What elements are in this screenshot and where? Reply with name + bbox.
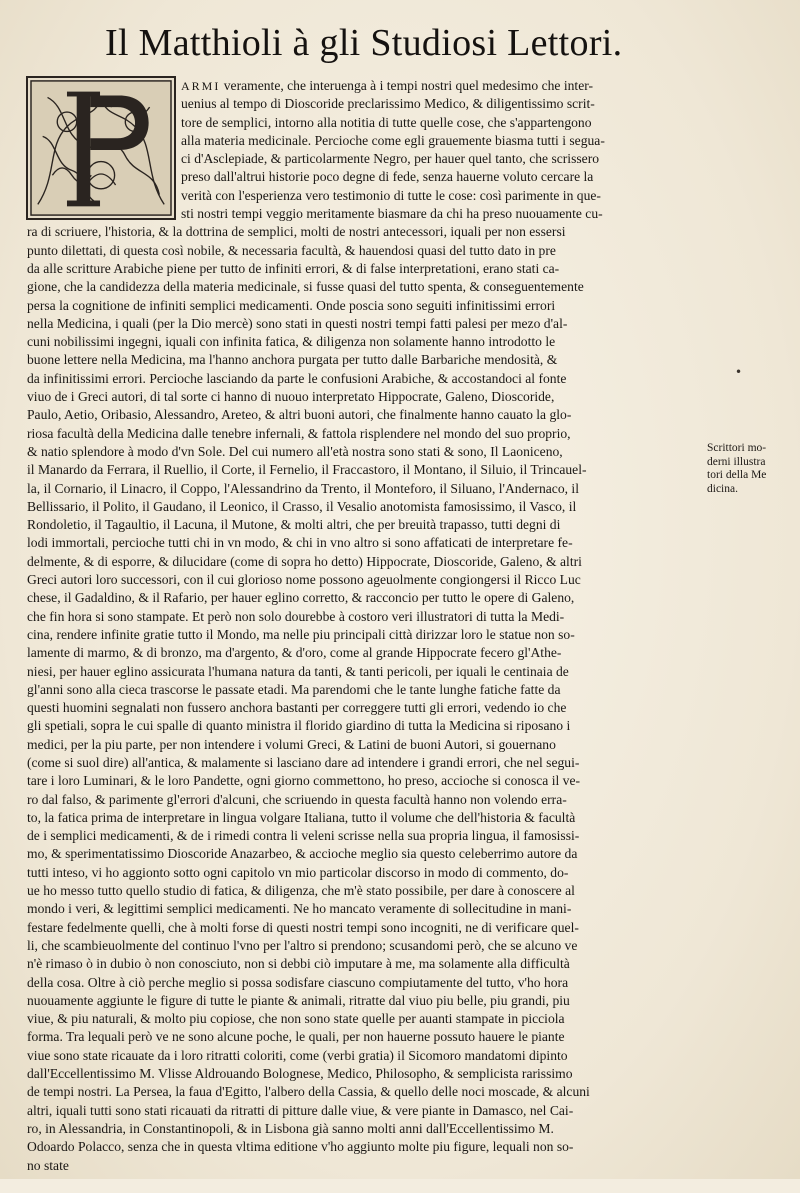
text-line: dall'Eccellentissimo M. Vlisse Aldrouando Bolognese, Medico, Philosopho, & semplicista rarissimo <box>27 1066 573 1082</box>
text-line: cuni nobilissimi ingegni, iquali con infinita fatica, & diligenza non solamente hanno introdotto le <box>27 334 556 350</box>
text-line: buone lettere nella Medicina, ma l'hanno anchora purgata per tutto dalle Barbariche mendosità, & <box>27 352 558 368</box>
text-line: ARMI veramente, che interuenga à i tempi nostri quel medesimo che inter- <box>181 78 594 93</box>
text-line: riosa facultà della Medicina dalle tenebre infernali, & fattola risplendere nel mondo del suo proprio, <box>27 425 571 441</box>
text-line: tore de semplici, intorno alla notitia di tutte quelle cose, che s'appartengono <box>181 114 592 130</box>
text-line: gli spetiali, sopra le cui spalle di quanto ministra il florido giardino di tutta la Medicina si riposano i <box>27 718 571 734</box>
text-line: da alle scritture Arabiche piene per tutto de infiniti errori, & di false interpretationi, erano stati ca- <box>27 260 560 276</box>
text-line: viue sono state ricauate da i loro ritratti coloriti, come (verbi gratia) il Sicomoro mandatomi dipinto <box>27 1047 568 1063</box>
margin-note <box>707 442 797 496</box>
text-line: Rondoletio, il Tagaultio, il Lacuna, il Mutone, & molti altri, che per breuità trapasso, tutti degni di <box>27 517 561 533</box>
text-line: viue, & piu naturali, & molto piu copiose, che non sono state quelle per auanti stampate in picciola <box>27 1011 565 1027</box>
text-line <box>27 1175 677 1193</box>
text-line: cina, rendere infinite gratie tutto il Mondo, ma nelle piu principali città dirizzar loro le statue non so- <box>27 626 575 642</box>
text-line: (come si suol dire) all'antica, & malamente si lasciano dare ad intendere i grandi errori, che nel segui- <box>27 754 580 770</box>
text-line: la, il Cornario, il Linacro, il Coppo, l'Alessandrino da Trento, il Monteforo, il Siluano, l'Andernaco, il <box>27 480 579 496</box>
text-line: chese, il Gadaldino, & il Rafario, per hauer eglino corretto, & racconcio per tutto le opere di Galeno, <box>27 590 575 606</box>
text-line: Paulo, Aetio, Oribasio, Alessandro, Areteo, & altri buoni autori, che finalmente hanno cauato la glo- <box>27 407 572 423</box>
text-line: persa la cognitione de infiniti semplici medicamenti. Onde poscia sono seguiti infinitissimi errori <box>27 297 556 313</box>
text-line: sti nostri tempi veggio meritamente biasmare da chi ha preso nuouamente cu- <box>181 206 603 222</box>
text-line: nella Medicina, i quali (per la Dio mercè) sono stati in questi nostri tempi fatti palesi per mezo d'al- <box>27 315 568 331</box>
text-line: verità con l'esperienza vero testimonio di tutte le cose: così parimente in que- <box>181 187 601 203</box>
text-line: gione, che la candidezza della materia medicinale, si fusse quasi del tutto spenta, & conseguentemente <box>27 279 584 295</box>
text-line: ra di scriuere, l'historia, & la dottrina de semplici, molti de nostri antecessori, iquali per non essersi <box>27 224 566 240</box>
text-line: mo, & sperimentatissimo Dioscoride Anazarbeo, & accioche meglio sia questo celeberrimo autore da <box>27 846 578 862</box>
text-line: della cosa. Oltre à ciò perche meglio si possa sodisfare ciascuno compiutamente del tutto, v'ho hora <box>27 974 569 990</box>
text-line: ro dal falso, & parimente gl'errori d'alcuni, che scriuendo in questa facultà hanno non volendo erra- <box>27 791 567 807</box>
text-line: questi huomini segnalati non fussero anchora bastanti per correggere tutti gli errori, vedendo io che <box>27 700 567 716</box>
text-line: ro, in Alessandria, in Constantinopoli, & in Lisbona già sanno molti anni dall'Eccellentissimo M. <box>27 1120 554 1136</box>
text-line: delmente, & di esporre, & dilucidare (come di sopra ho detto) Hippocrate, Dioscoride, Galeno, & altri <box>27 553 582 569</box>
text-line: altri, iquali tutti sono stati ricauati da ritratti di pitture dalle viue, & vere piante in Damasco, nel Cai- <box>27 1102 574 1118</box>
text-line: che fin hora si sono stampate. Et però non solo dourebbe à costoro veri illustratori di tutta la Medi- <box>27 608 565 624</box>
text-line: Greci autori loro successori, con il cui glorioso nome possono ageuolmente congiongersi il Ricco Luc <box>27 572 581 588</box>
text-line: il Manardo da Ferrara, il Ruellio, il Corte, il Fernelio, il Fraccastoro, il Montano, il Siluio, il Trincauel- <box>27 462 587 478</box>
text-line: to, la fatica prima de interpretare in lingua volgare Italiana, tutto il volume che dell'historia & facultà <box>27 809 576 825</box>
margin-note-line: derni illustra <box>707 455 766 468</box>
first-word: ARMI <box>181 79 221 93</box>
page-title: Il Matthioli à gli Studiosi Lettori. <box>105 22 623 64</box>
text-line: ci d'Asclepiade, & particolarmente Negro, per hauer quel tanto, che scrissero <box>181 151 600 167</box>
text-line: preso dall'altrui historie poco degne di fede, senza hauerne voluto cercare la <box>181 169 594 185</box>
text-line: lamente di marmo, & di bronzo, ma d'argento, & d'oro, come al grande Hippocrate fecero gl'Athe- <box>27 645 562 661</box>
text-line: tutti inteso, vi ho aggionto sotto ogni capitolo vn mio particolar discorso in modo di commento, do- <box>27 864 569 880</box>
margin-note-line: Scrittori mo- <box>707 442 767 454</box>
text-line: punto dilettati, di questa così nobile, & necessaria facultà, & hauendosi quasi del tutto dato in pre <box>27 242 556 258</box>
margin-note-line: dicina. <box>707 482 738 495</box>
text-line: nuouamente aggiunte le figure di tutte le piante & animali, ritratte dal viuo piu belle, piu grandi, piu <box>27 992 570 1008</box>
text-line: viuo de i Greci autori, di tal sorte ci hanno di nuouo interpretato Hippocrate, Galeno, Dioscoride, <box>27 389 555 405</box>
text-line: tare i loro Luminari, & le loro Pandette, ogni giorno commettono, ho preso, accioche si conosca il ve- <box>27 773 581 789</box>
text-line: alla materia medicinale. Percioche come egli grauemente biasma tutti i segua- <box>181 132 605 148</box>
text-line: li, che scambieuolmente del continuo l'vno per l'altro si prendono; scusandomi però, che se alcuno ve <box>27 937 578 953</box>
text-line: festare fedelmente quelli, che à molti forse di questi nostri tempi sono incogniti, ne di verificare quel- <box>27 919 579 935</box>
text-line: uenius al tempo di Dioscoride preclarissimo Medico, & diligentissimo scrit- <box>181 96 595 112</box>
text-line: da infinitissimi errori. Percioche lasciando da parte le confusioni Arabiche, & accostandoci al fonte <box>27 370 567 386</box>
margin-dot-mark: • <box>735 365 743 379</box>
text-line: Bellissario, il Polito, il Gaudano, il Leonico, il Crasso, il Vesalio anotomista famosissimo, il Vasco, il <box>27 498 577 514</box>
text-line: medici, per la piu parte, per non intendere i volumi Greci, & Latini de buoni Autori, si gouernano <box>27 736 556 752</box>
text-line: mondo i veri, & legittimi semplici medicamenti. Ne ho mancato veramente di sollecitudine in mani- <box>27 901 572 917</box>
text-line: de i semplici medicamenti, & de i rimedi contra li veleni scrisse nella sua propria lingua, il famosissi- <box>27 828 580 844</box>
text-line: niesi, per hauer eglino assicurata l'humana natura da tanti, & tanti pericoli, per iquali le centinaia de <box>27 663 569 679</box>
text-line: Odoardo Polacco, senza che in questa vltima editione v'ho aggiunto molte piu figure, lequali non so- <box>27 1139 574 1155</box>
text-line: & natio splendore à modo d'vn Sole. Del cui numero all'età nostra sono stati & sono, Il Laoniceno, <box>27 443 563 459</box>
text-line: ue ho messo tutto quello studio di fatica, & diligenza, che m'è stato possibile, per dare à conoscere al <box>27 883 575 899</box>
text-line: gl'anni sono alla cieca trascorse le passate etadi. Ma parendomi che le tante lunghe fatiche fatte da <box>27 681 561 697</box>
text-line: forma. Tra lequali però ve ne sono alcune poche, le quali, per non hauerne possuto hauere le piante <box>27 1029 565 1045</box>
text-line: lodi immortali, percioche tutti chi in vn modo, & chi in vno altro si sono affaticati de interpretare fe- <box>27 535 573 551</box>
body-text <box>27 77 677 1193</box>
margin-note-line: tori della Me <box>707 469 767 481</box>
text-line: n'è rimaso ò in dubio ò non conosciuto, non si debbi ciò imputare à me, ma solamente alla difficultà <box>27 956 570 972</box>
text-line: no state <box>27 1157 69 1173</box>
text-line: de tempi nostri. La Persea, la faua d'Egitto, l'albero della Cassia, & quello delle noci moscade, & alcuni <box>27 1084 590 1100</box>
